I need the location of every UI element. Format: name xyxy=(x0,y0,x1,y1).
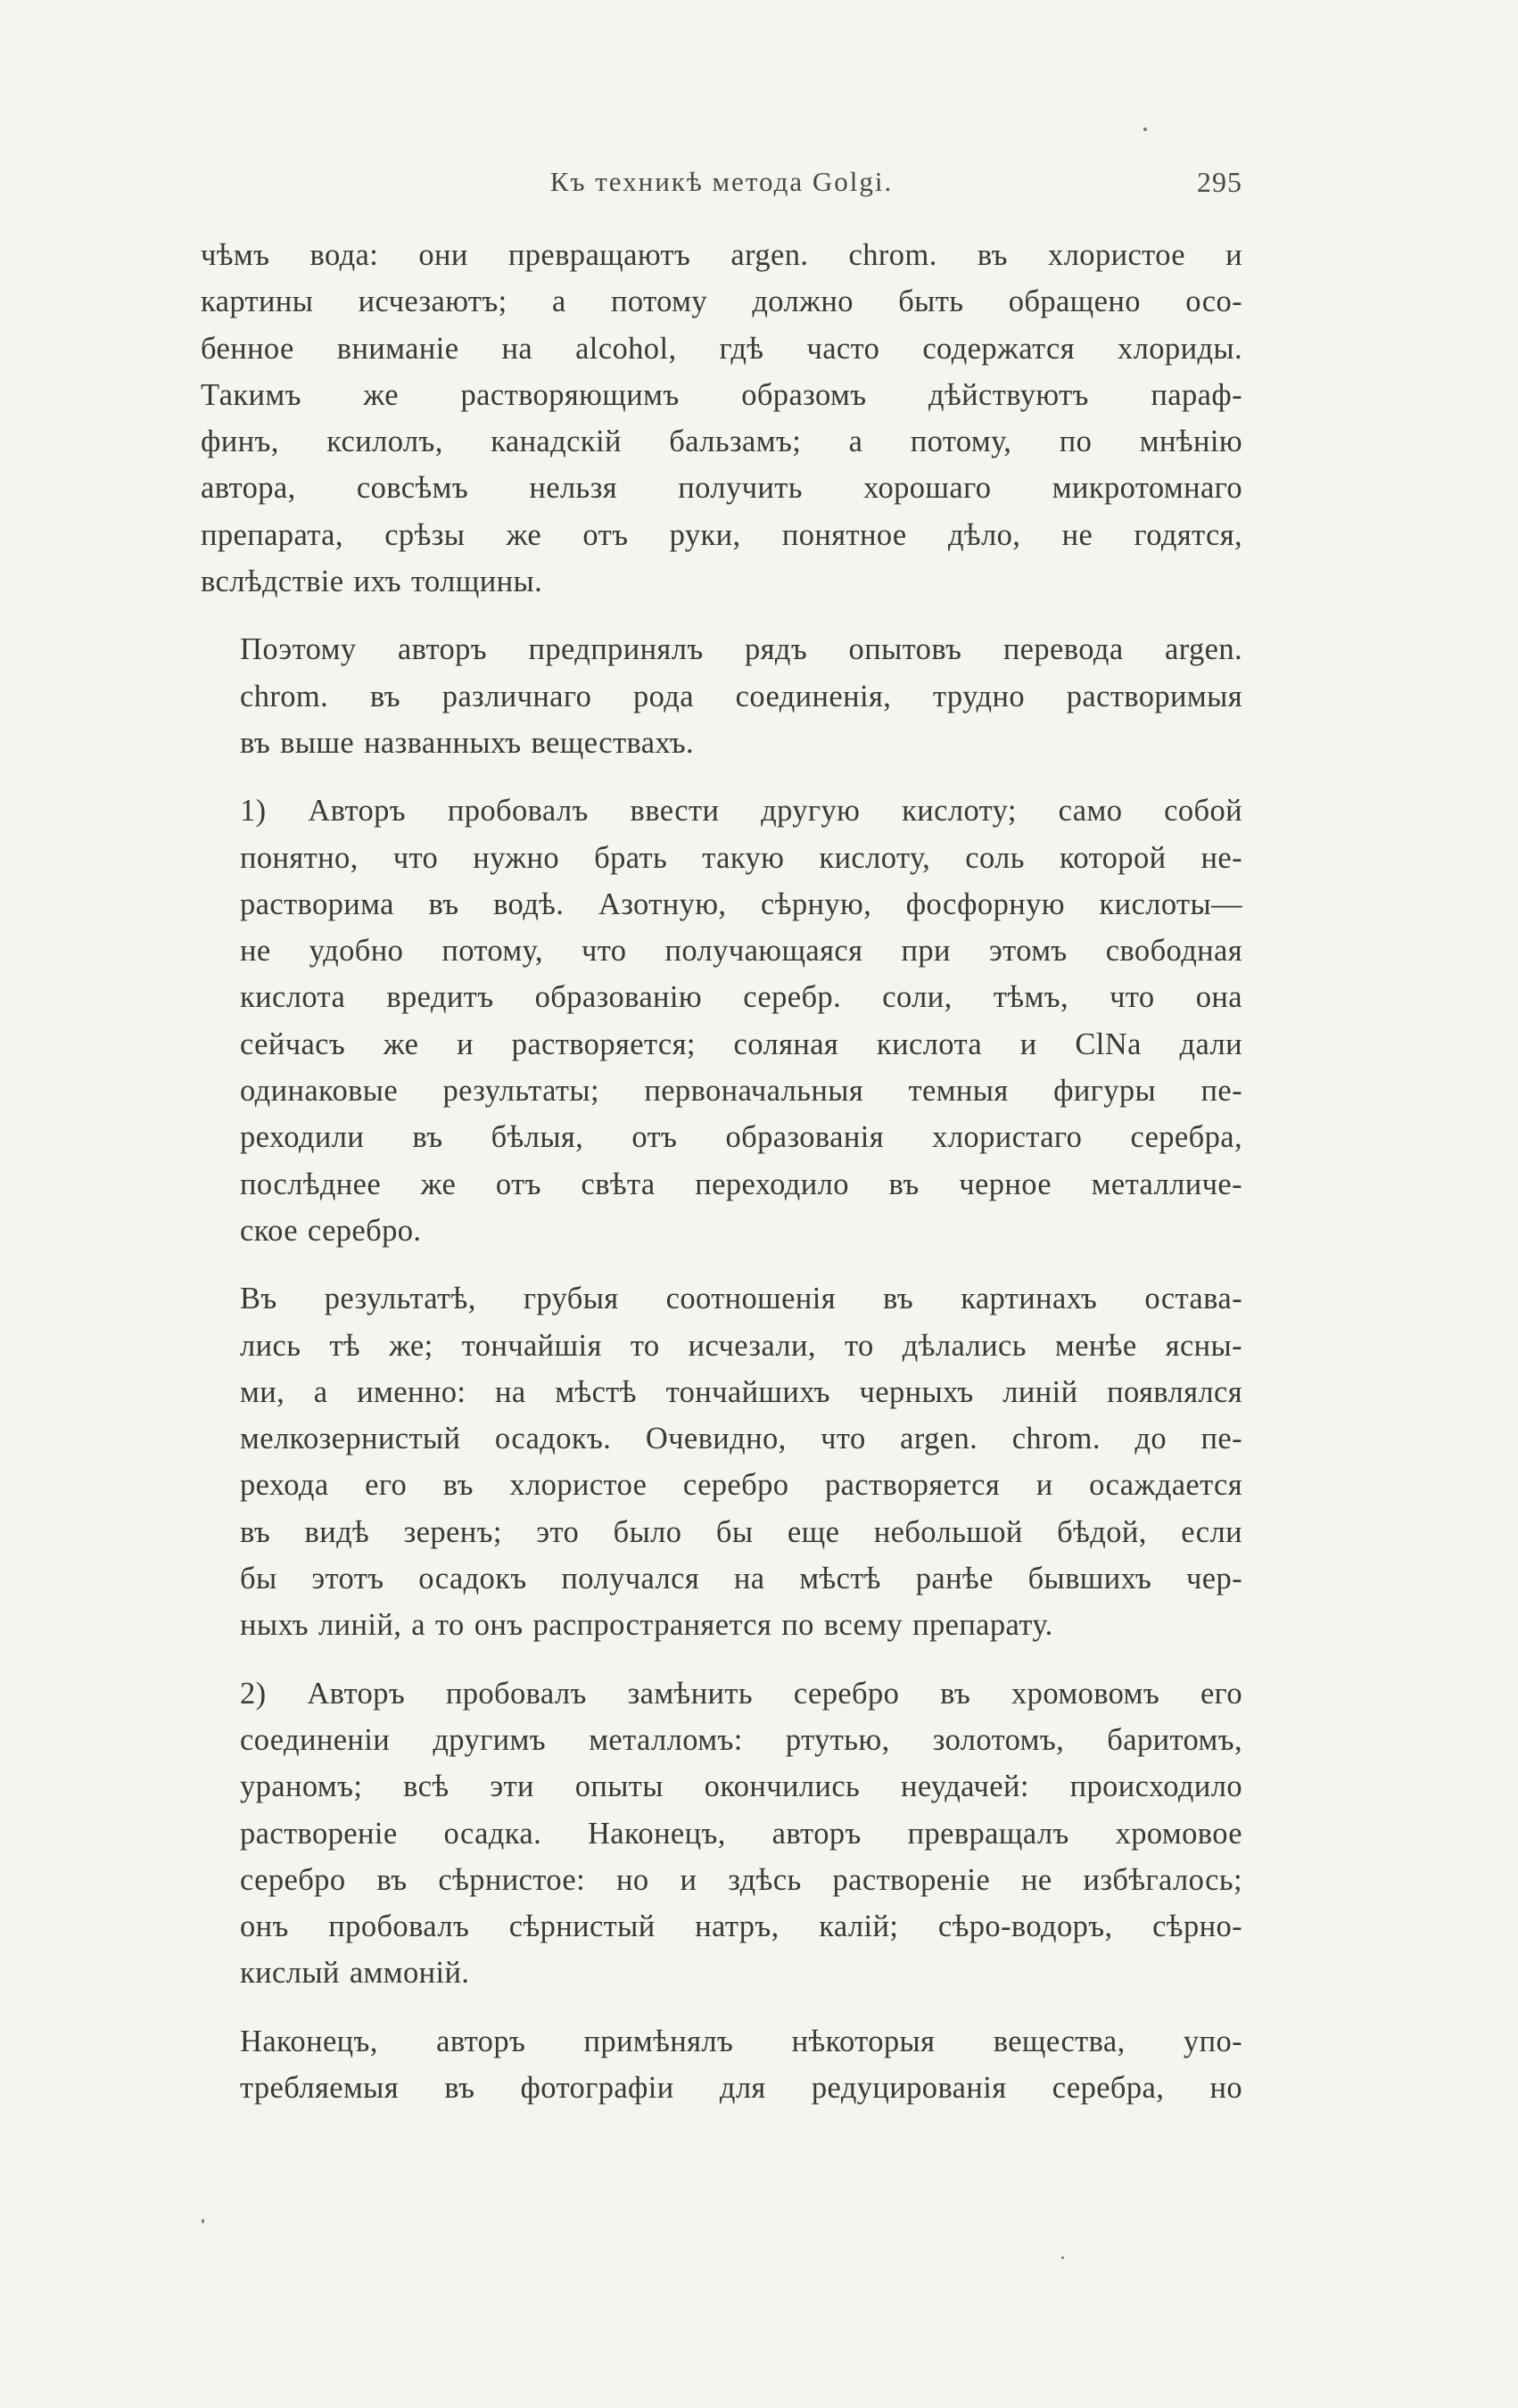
text-line: въ видѣ зеренъ; это было бы еще небольшой бѣдой, если xyxy=(240,1514,1242,1549)
text-line: онъ пробовалъ сѣрнистый натръ, калій; сѣро-водоръ, сѣрно- xyxy=(240,1909,1242,1944)
text-line: серебро въ сѣрнистое: но и здѣсь раствореніе не избѣгалось; xyxy=(240,1862,1242,1897)
text-line: растворима въ водѣ. Азотную, сѣрную, фосфорную кислоты— xyxy=(240,887,1242,921)
text-line: кислота вредитъ образованію серебр. соли, тѣмъ, что она xyxy=(240,980,1242,1015)
text-line: бы этотъ осадокъ получался на мѣстѣ ранѣе бывшихъ чер- xyxy=(240,1562,1242,1596)
paper-speck xyxy=(1061,2256,1064,2259)
text-line: бенное вниманіе на alcohol, гдѣ часто содержатся хлориды. xyxy=(201,331,1242,366)
paper-speck xyxy=(1143,128,1147,131)
text-line: соединеніи другимъ металломъ: ртутью, золотомъ, баритомъ, xyxy=(240,1722,1242,1757)
text-line: раствореніе осадка. Наконецъ, авторъ превращалъ хромовое xyxy=(240,1816,1242,1851)
paragraph-4 xyxy=(201,1275,1242,1648)
text-line: не удобно потому, что получающаяся при этомъ свободная xyxy=(240,934,1242,969)
text-line: 1) Авторъ пробовалъ ввести другую кислоту; само собой xyxy=(240,794,1242,829)
text-line: ми, а именно: на мѣстѣ тончайшихъ черныхъ линій появлялся xyxy=(240,1374,1242,1409)
text-line: одинаковые результаты; первоначальныя темныя фигуры пе- xyxy=(240,1074,1242,1109)
text-line: Поэтому авторъ предпринялъ рядъ опытовъ перевода argen. xyxy=(240,632,1242,667)
text-line: рехода его въ хлористое серебро растворяется и осаждается xyxy=(240,1468,1242,1503)
page-number: 295 xyxy=(1197,166,1242,198)
text-line: ураномъ; всѣ эти опыты окончились неудачей: происходило xyxy=(240,1769,1242,1804)
text-line: автора, совсѣмъ нельзя получить хорошаго микротомнаго xyxy=(201,471,1242,506)
text-line: реходили въ бѣлыя, отъ образованія хлористаго серебра, xyxy=(240,1120,1242,1155)
text-line: въ выше названныхъ веществахъ. xyxy=(240,725,695,760)
running-title: Къ техникѣ метода Golgi. xyxy=(549,166,894,197)
text-line: Наконецъ, авторъ примѣнялъ нѣкоторыя вещества, упо- xyxy=(240,2024,1242,2058)
text-line: сейчасъ же и растворяется; соляная кислота и ClNa дали xyxy=(240,1027,1242,1061)
text-line: 2) Авторъ пробовалъ замѣнить серебро въ хромовомъ его xyxy=(240,1676,1242,1711)
paragraph-6 xyxy=(201,2018,1242,2112)
text-line: лись тѣ же; тончайшія то исчезали, то дѣлались менѣе ясны- xyxy=(240,1328,1242,1363)
text-line: чѣмъ вода: они превращаютъ argen. chrom. въ хлористое и xyxy=(201,238,1242,272)
text-line: картины исчезаютъ; а потому должно быть обращено осо- xyxy=(201,285,1242,319)
body-text xyxy=(201,232,1242,2132)
text-line: вслѣдствіе ихъ толщины. xyxy=(201,565,543,599)
text-line: финъ, ксилолъ, канадскій бальзамъ; а потому, по мнѣнію xyxy=(201,425,1242,459)
text-line: ское серебро. xyxy=(240,1213,422,1248)
text-line: препарата, срѣзы же отъ руки, понятное дѣло, не годятся, xyxy=(201,517,1242,552)
paragraph-3 xyxy=(201,788,1242,1254)
text-line: ныхъ линій, а то онъ распространяется по всему препарату. xyxy=(240,1608,1053,1643)
paragraph-5 xyxy=(201,1670,1242,1997)
text-line: кислый аммоній. xyxy=(240,1956,470,1991)
text-line: послѣднее же отъ свѣта переходило въ черное металличе- xyxy=(240,1167,1242,1201)
text-line: понятно, что нужно брать такую кислоту, соль которой не- xyxy=(240,840,1242,875)
paragraph-2 xyxy=(201,626,1242,766)
running-head xyxy=(201,166,1242,205)
text-line: мелкозернистый осадокъ. Очевидно, что argen. chrom. до пе- xyxy=(240,1422,1242,1456)
text-line: Такимъ же растворяющимъ образомъ дѣйствуютъ параф- xyxy=(201,377,1242,412)
paper-speck xyxy=(202,2219,204,2223)
text-line: Въ результатѣ, грубыя соотношенія въ картинахъ остава- xyxy=(240,1282,1242,1316)
text-line: требляемыя въ фотографіи для редуцированія серебра, но xyxy=(240,2070,1242,2105)
paragraph-1 xyxy=(201,232,1242,605)
text-line: chrom. въ различнаго рода соединенія, трудно растворимыя xyxy=(240,679,1242,713)
